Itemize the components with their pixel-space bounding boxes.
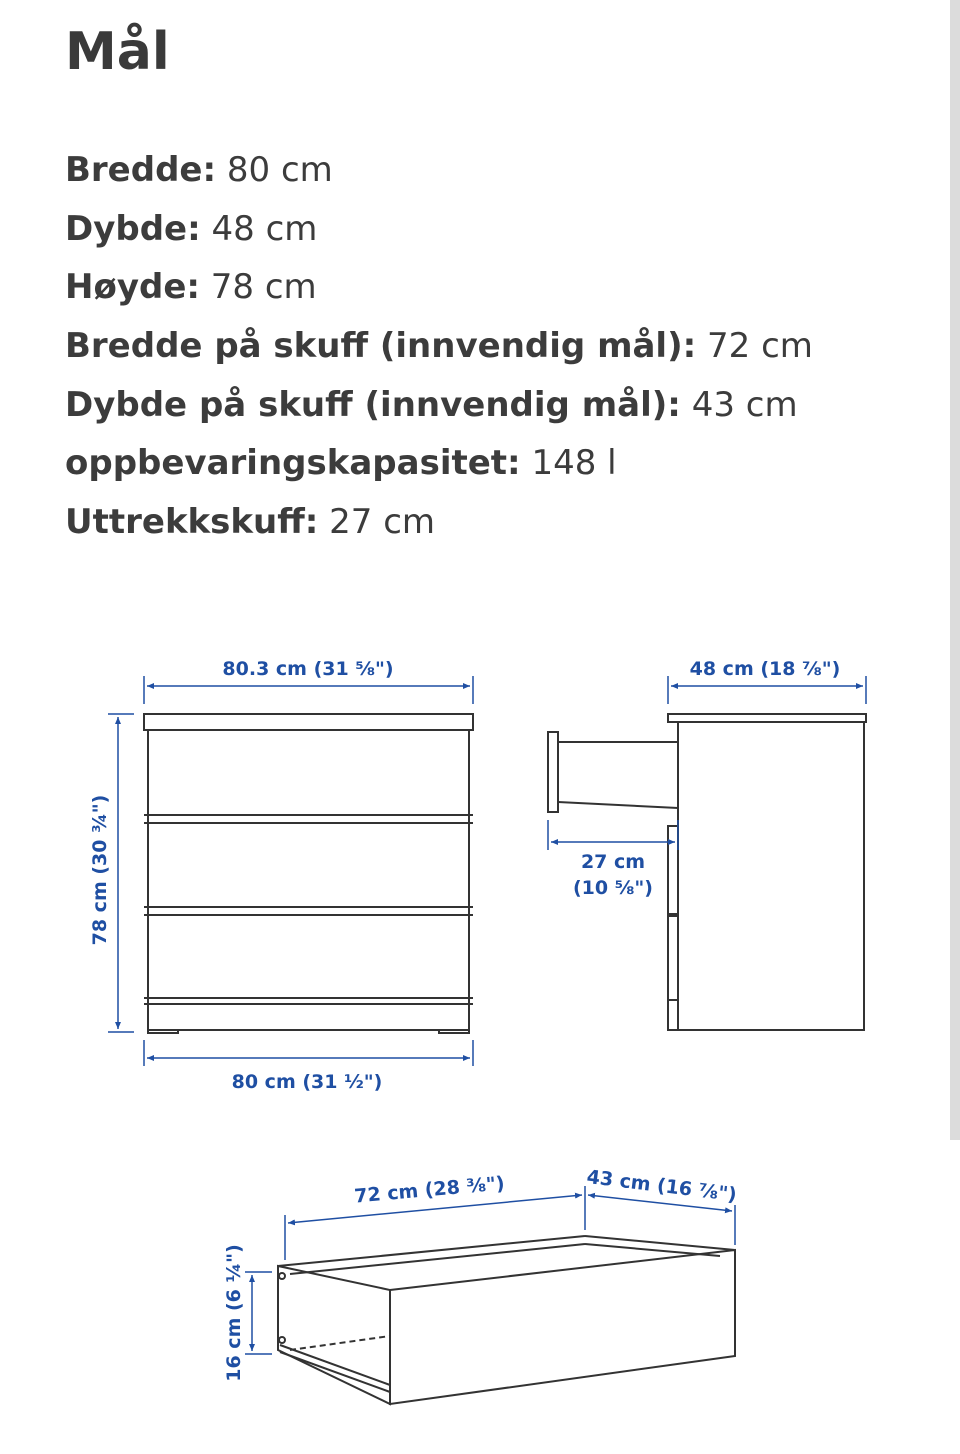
spec-value: 78 cm <box>210 267 317 308</box>
drawer-width-label: 72 cm (28 ⅜") <box>353 1172 506 1208</box>
spec-value: 43 cm <box>691 384 798 425</box>
page-title: Mål <box>65 22 170 82</box>
spec-value: 72 cm <box>707 326 813 367</box>
front-view-drawing <box>144 714 473 1033</box>
spec-label: Dybde: <box>65 208 201 249</box>
spec-label: Bredde på skuff (innvendig mål): <box>65 326 697 367</box>
front-top-width-dimension <box>144 676 473 704</box>
front-height-label: 78 cm (30 ¾") <box>89 794 111 946</box>
spec-label: Uttrekkskuff: <box>65 502 319 543</box>
spec-value: 48 cm <box>211 208 318 249</box>
drawer-extension-label-in: (10 ⅝") <box>573 877 653 899</box>
side-depth-dimension <box>668 676 866 704</box>
spec-value: 27 cm <box>329 502 436 543</box>
drawer-extension-dimension <box>548 820 678 850</box>
front-height-dimension <box>108 714 134 1032</box>
spec-label: Dybde på skuff (innvendig mål): <box>65 384 681 425</box>
drawer-height-label: 16 cm (6 ¼") <box>223 1244 245 1382</box>
spec-value: 80 cm <box>226 150 333 190</box>
drawer-height-dimension <box>245 1272 272 1354</box>
drawer-extension-label-cm: 27 cm <box>580 851 646 873</box>
side-depth-label: 48 cm (18 ⅞") <box>689 658 841 680</box>
spec-label: Høyde: <box>65 267 200 308</box>
spec-value: 148 l <box>531 443 617 484</box>
drawer-depth-label: 43 cm (16 ⅞") <box>585 1165 738 1207</box>
spec-label: oppbevaringskapasitet: <box>65 443 521 484</box>
front-bottom-width-dimension <box>144 1040 473 1066</box>
drawer-drawing <box>278 1236 735 1404</box>
front-top-width-label: 80.3 cm (31 ⅝") <box>222 658 394 680</box>
spec-label: Bredde: <box>65 150 217 190</box>
front-bottom-width-label: 80 cm (31 ½") <box>231 1071 383 1093</box>
